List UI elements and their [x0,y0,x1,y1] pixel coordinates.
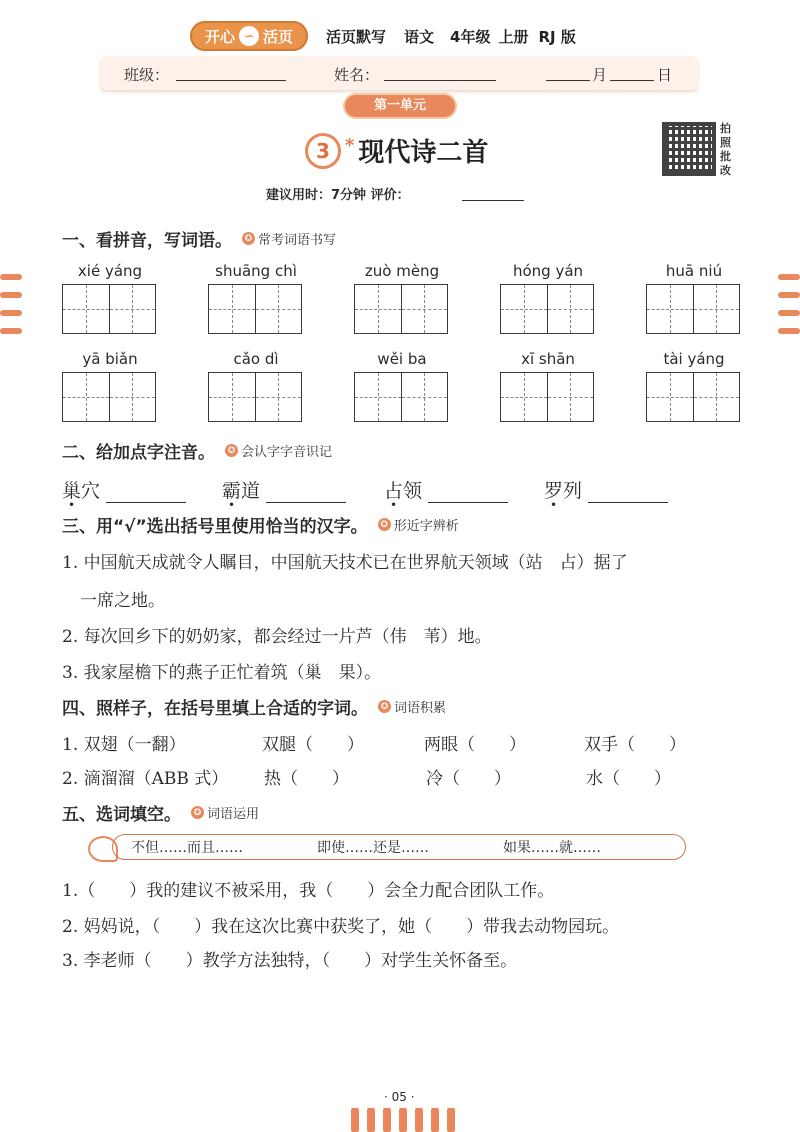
dotted-char: 占 [384,480,404,502]
section-2-tag-text: 会认字字音识记 [241,445,333,460]
pinyin-item [208,262,304,334]
section-2-tag [225,441,332,460]
s4-r2-c1: 2. 滴溜溜（ABB 式） [62,769,229,789]
word-option: 即使……还是…… [317,840,429,856]
dotted-char: 霸 [222,480,242,502]
student-info-bar [100,56,698,90]
pronunciation-item [62,476,186,503]
brand-logo [190,21,308,51]
decor-bar [0,328,22,334]
pinyin-item [500,262,596,334]
star-icon: ✪ [378,700,391,713]
word-bank [112,834,686,860]
pinyin-item [62,350,158,422]
grid-cell[interactable] [501,285,547,333]
s5-item-2: 2. 妈妈说，（ ）我在这次比赛中获奖了，她（ ）带我去动物园玩。 [62,917,620,937]
pinyin-item [62,262,158,334]
s3-item-1: 1. 中国航天成就令人瞩目，中国航天技术已在世界航天领域（站 占）据了 [62,553,628,573]
decor-bar [367,1108,375,1132]
decor-bar [0,310,22,316]
term: 上册 [498,27,529,46]
star-icon: ✪ [225,444,238,457]
decor-bar [415,1108,423,1132]
pinyin-item [646,262,742,334]
grid-cell[interactable] [401,373,448,421]
pinyin-text: zuò mèng [364,262,440,280]
section-3-tag-text: 形近字辨析 [393,519,459,534]
s5-item-3: 3. 李老师（ ）教学方法独特，（ ）对学生关怀备至。 [62,951,518,971]
lesson-star: * [345,135,355,156]
word-option: 不但……而且…… [131,840,243,856]
dotted-char: 罗 [544,480,564,502]
grade: 4年级 [450,27,491,46]
decor-bar [383,1108,391,1132]
pinyin-item [646,350,742,422]
pronunciation-item [222,476,346,503]
footer-decoration [351,1108,455,1132]
qr-code-icon[interactable] [662,122,716,176]
pinyin-text: cǎo dì [233,350,279,368]
pinyin-text: huā niú [665,262,723,280]
section-2-title: 二、给加点字注音。 [62,443,215,463]
writing-grid[interactable] [62,372,156,422]
writing-grid[interactable] [646,284,740,334]
writing-grid[interactable] [354,284,448,334]
decor-bar [778,310,800,316]
decor-bar [0,292,22,298]
section-1-heading [62,226,336,251]
answer-blank[interactable] [588,485,668,503]
answer-blank[interactable] [106,485,186,503]
writing-grid[interactable] [208,284,302,334]
lesson-title [305,132,488,169]
word-char: 领 [403,480,423,502]
time-and-rating: 建议用时：7分钟 评价： [266,188,410,203]
star-icon: ✪ [378,518,391,531]
logo-text-right: 活页 [263,27,294,46]
grid-cell[interactable] [209,373,255,421]
writing-grid[interactable] [208,372,302,422]
decor-bar [447,1108,455,1132]
grid-cell[interactable] [647,285,693,333]
answer-blank[interactable] [266,485,346,503]
section-4-title: 四、照样子，在括号里填上合适的字词。 [62,699,368,719]
answer-blank[interactable] [428,485,508,503]
s4-r1-c2[interactable]: 双腿（ ） [262,735,364,755]
s4-r2-c4[interactable]: 水（ ） [586,769,671,789]
section-3-tag [378,515,459,534]
s4-r2-c2[interactable]: 热（ ） [264,769,349,789]
pinyin-item [500,350,596,422]
right-side-decoration [778,274,800,346]
s4-r2-c3[interactable]: 冷（ ） [426,769,511,789]
s4-r1-c4[interactable]: 双手（ ） [584,735,686,755]
qr-label: 拍照批改 [720,122,731,177]
section-5-heading [62,800,259,825]
section-1-title: 一、看拼音，写词语。 [62,231,232,251]
page-number: · 05 · [384,1090,415,1104]
pinyin-text: xié yáng [77,262,143,280]
s4-r1-c1: 1. 双翅（一翻） [62,735,186,755]
decor-bar [399,1108,407,1132]
pinyin-item [354,350,450,422]
s3-item-1-cont: 一席之地。 [80,591,165,611]
s3-item-3: 3. 我家屋檐下的燕子正忙着筑（巢 果）。 [62,663,382,683]
section-1-tag-text: 常考词语书写 [258,233,337,248]
s3-item-2: 2. 每次回乡下的奶奶家，都会经过一片芦（伟 苇）地。 [62,627,492,647]
grid-cell[interactable] [547,285,594,333]
class-field[interactable] [176,80,286,81]
pinyin-text: tài yáng [663,350,725,368]
pronunciation-item [544,476,668,503]
section-4-heading [62,694,446,719]
section-5-tag [191,803,259,822]
star-icon: ✪ [191,806,204,819]
writing-grid[interactable] [500,372,594,422]
word-char: 列 [563,480,583,502]
grid-cell[interactable] [647,373,693,421]
logo-swirl-icon: ∽ [239,26,259,46]
section-3-heading [62,512,459,537]
grid-cell[interactable] [255,285,302,333]
name-field[interactable] [384,80,496,81]
decor-bar [431,1108,439,1132]
writing-grid[interactable] [646,372,740,422]
section-3-title: 三、用“√”选出括号里使用恰当的汉字。 [62,517,368,537]
writing-grid[interactable] [354,372,448,422]
edition: RJ 版 [538,27,576,46]
pinyin-text: shuāng chì [215,262,297,280]
day-field[interactable] [610,80,654,81]
grid-cell[interactable] [63,373,109,421]
section-4-tag-text: 词语积累 [394,701,447,716]
subject: 语文 [404,27,435,46]
section-4-tag [378,697,446,716]
pronunciation-item [384,476,508,503]
section-5-tag-text: 词语运用 [207,807,260,822]
writing-grid[interactable] [62,284,156,334]
unit-badge: 第一单元 [345,95,455,117]
decor-bar [778,292,800,298]
grid-cell[interactable] [109,285,156,333]
grid-cell[interactable] [209,285,255,333]
left-side-decoration [0,274,22,346]
pinyin-text: wěi ba [377,350,427,368]
star-icon: ✪ [242,232,255,245]
grid-cell[interactable] [401,285,448,333]
pinyin-item [208,350,304,422]
section-1-tag [242,229,336,248]
word-option: 如果……就…… [503,840,601,856]
page-header [190,18,620,54]
decor-bar [778,328,800,334]
rating-field[interactable] [462,200,524,201]
lesson-number: 3 [305,133,341,169]
grid-cell[interactable] [355,285,401,333]
series-name: 活页默写 [326,27,387,46]
pinyin-text: hóng yán [512,262,584,280]
grid-cell[interactable] [355,373,401,421]
class-label: 班级： [124,66,170,84]
grid-cell[interactable] [255,373,302,421]
grid-cell[interactable] [547,373,594,421]
pinyin-text: xī shān [521,350,575,368]
decor-bar [778,274,800,280]
s5-item-1: 1.（ ）我的建议不被采用，我（ ）会全力配合团队工作。 [62,881,555,901]
pinyin-item [354,262,450,334]
month-field[interactable] [546,80,590,81]
word-char: 穴 [81,480,101,502]
name-label: 姓名： [334,66,380,84]
dotted-char: 巢 [62,480,82,502]
day-label: 日 [657,66,673,84]
grid-cell[interactable] [501,373,547,421]
pinyin-text: yā biǎn [82,350,138,368]
month-label: 月 [592,66,608,84]
writing-grid[interactable] [500,284,594,334]
grid-cell[interactable] [109,373,156,421]
section-2-heading [62,438,332,463]
section-5-title: 五、选词填空。 [62,805,181,825]
grid-cell[interactable] [693,285,740,333]
word-char: 道 [241,480,261,502]
decor-bar [351,1108,359,1132]
logo-text-left: 开心 [204,27,235,46]
lesson-title-text: 现代诗二首 [358,138,489,168]
decor-bar [0,274,22,280]
s4-r1-c3[interactable]: 两眼（ ） [424,735,526,755]
grid-cell[interactable] [693,373,740,421]
grid-cell[interactable] [63,285,109,333]
